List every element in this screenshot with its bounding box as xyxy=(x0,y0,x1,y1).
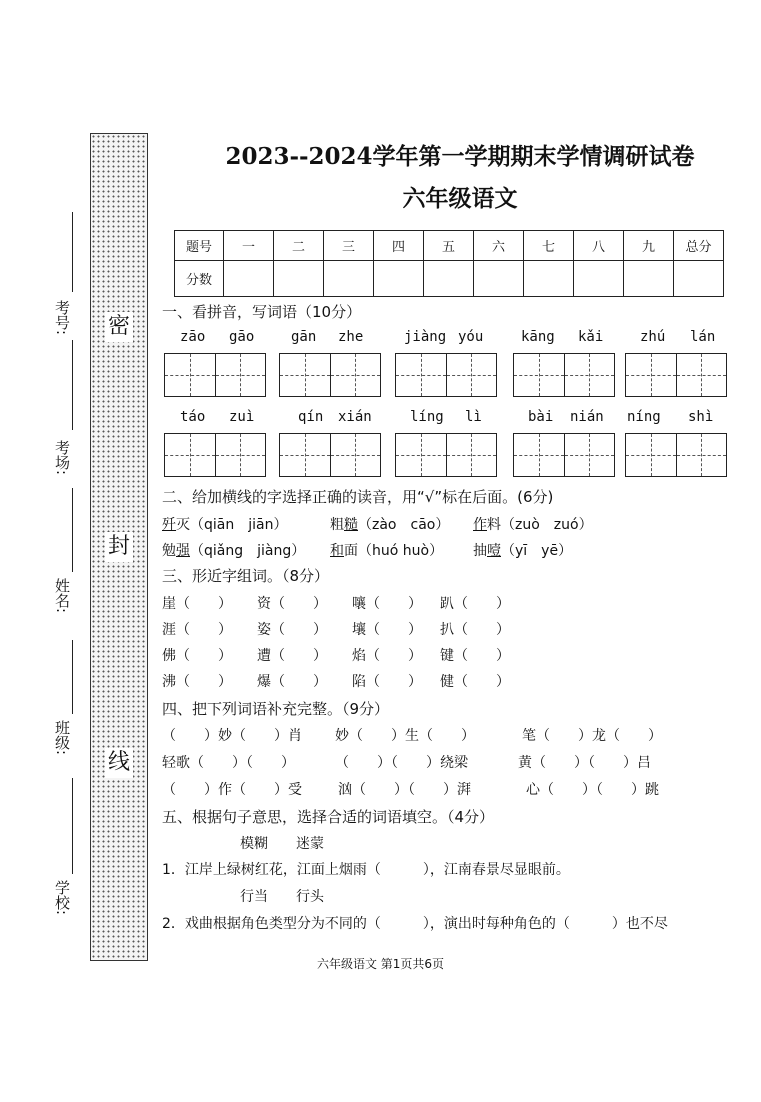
score-header-cell: 四 xyxy=(374,231,424,261)
q3-item: 扒（ ） xyxy=(440,622,510,638)
q5-options-1: 模糊 迷蒙 xyxy=(240,836,324,852)
pinyin: gān xyxy=(291,329,317,345)
name-label: 姓名: xyxy=(53,578,71,614)
pinyin: zhú xyxy=(640,329,666,345)
pinyin: nián xyxy=(570,409,604,425)
q4-item: 心（ ）（ ）跳 xyxy=(526,782,659,798)
school-line xyxy=(72,778,73,874)
q4-item: 笔（ ）龙（ ） xyxy=(522,728,662,744)
q2-item: 抽噎（yī yē） xyxy=(473,543,573,559)
score-header-cell: 六 xyxy=(474,231,524,261)
q3-item: 焰（ ） xyxy=(352,648,422,664)
score-header-cell: 一 xyxy=(224,231,274,261)
score-input-cell[interactable] xyxy=(424,261,474,297)
seal-char-feng: 封 xyxy=(91,532,147,562)
score-input-cell[interactable] xyxy=(274,261,324,297)
writing-grid[interactable] xyxy=(625,353,727,397)
pinyin: kāng xyxy=(521,329,555,345)
pinyin: líng xyxy=(410,409,444,425)
writing-grid[interactable] xyxy=(625,433,727,477)
q3-item: 健（ ） xyxy=(440,674,510,690)
q4-item: （ ）妙（ ）肖 xyxy=(162,728,302,744)
q3-item: 崖（ ） xyxy=(162,596,232,612)
pinyin: shì xyxy=(688,409,714,425)
seal-strip xyxy=(90,133,148,961)
q3-item: 姿（ ） xyxy=(257,622,327,638)
q2-heading: 二、给加横线的字选择正确的读音，用“√”标在后面。(6分) xyxy=(162,488,554,506)
pinyin: lì xyxy=(465,409,482,425)
pinyin: zuì xyxy=(229,409,255,425)
pinyin: zāo xyxy=(180,329,206,345)
score-input-cell[interactable] xyxy=(624,261,674,297)
writing-grid[interactable] xyxy=(164,353,266,397)
score-header-cell: 三 xyxy=(324,231,374,261)
exam-room-line xyxy=(72,340,73,430)
pinyin: zhe xyxy=(338,329,364,345)
seal-char-xian: 线 xyxy=(91,748,147,778)
score-header-cell: 八 xyxy=(574,231,624,261)
score-header-cell: 七 xyxy=(524,231,574,261)
q3-heading: 三、形近字组词。（8分） xyxy=(162,567,330,585)
pinyin: yóu xyxy=(458,329,484,345)
q3-item: 陷（ ） xyxy=(352,674,422,690)
exam-number-line xyxy=(72,212,73,292)
pinyin: kǎi xyxy=(578,329,604,345)
writing-grid[interactable] xyxy=(164,433,266,477)
score-row-label: 分数 xyxy=(175,261,224,297)
score-header-cell: 二 xyxy=(274,231,324,261)
q3-item: 嚷（ ） xyxy=(352,596,422,612)
q4-item: 黄（ ）（ ）吕 xyxy=(518,755,651,771)
q3-item: 趴（ ） xyxy=(440,596,510,612)
writing-grid[interactable] xyxy=(395,433,497,477)
page-footer: 六年级语文 第1页共6页 xyxy=(316,957,445,971)
writing-grid[interactable] xyxy=(395,353,497,397)
q4-item: 汹（ ）（ ）湃 xyxy=(338,782,471,798)
q3-item: 资（ ） xyxy=(257,596,327,612)
q2-item: 作料（zuò zuó） xyxy=(473,517,593,533)
name-line xyxy=(72,488,73,572)
seal-char-mi: 密 xyxy=(91,312,147,342)
q4-item: （ ）作（ ）受 xyxy=(162,782,302,798)
score-header-cell: 九 xyxy=(624,231,674,261)
q5-sentence-2: 2．戏曲根据角色类型分为不同的（ ），演出时每种角色的（ ）也不尽 xyxy=(162,916,668,932)
writing-grid[interactable] xyxy=(513,433,615,477)
pinyin: qín xyxy=(298,409,324,425)
q4-heading: 四、把下列词语补充完整。（9分） xyxy=(162,700,390,718)
q3-item: 佛（ ） xyxy=(162,648,232,664)
q4-item: （ ）（ ）绕梁 xyxy=(335,755,468,771)
q2-item: 勉强（qiǎng jiàng） xyxy=(162,543,306,559)
class-label: 班级: xyxy=(53,720,71,756)
q3-item: 键（ ） xyxy=(440,648,510,664)
score-input-cell[interactable] xyxy=(474,261,524,297)
q3-item: 壤（ ） xyxy=(352,622,422,638)
pinyin: lán xyxy=(690,329,716,345)
score-header-cell: 五 xyxy=(424,231,474,261)
score-input-cell[interactable] xyxy=(324,261,374,297)
score-input-cell[interactable] xyxy=(374,261,424,297)
pinyin: xián xyxy=(338,409,372,425)
pinyin: jiàng xyxy=(404,329,447,345)
score-table xyxy=(174,230,724,297)
score-header-cell: 题号 xyxy=(175,231,224,261)
q2-item: 歼灭（qiān jiān） xyxy=(162,517,288,533)
exam-number-label: 考号: xyxy=(53,300,71,336)
q2-item: 粗糙（zào cāo） xyxy=(330,517,450,533)
q4-item: 轻歌（ ）（ ） xyxy=(162,755,295,771)
q1-heading: 一、看拼音，写词语（10分） xyxy=(162,303,362,321)
writing-grid[interactable] xyxy=(279,353,381,397)
score-input-cell[interactable] xyxy=(224,261,274,297)
q2-item: 和面（huó huò） xyxy=(330,543,444,559)
score-input-cell[interactable] xyxy=(574,261,624,297)
q3-item: 爆（ ） xyxy=(257,674,327,690)
exam-room-label: 考场: xyxy=(53,440,71,476)
q3-item: 沸（ ） xyxy=(162,674,232,690)
pinyin: táo xyxy=(180,409,206,425)
score-input-cell[interactable] xyxy=(524,261,574,297)
q3-item: 涯（ ） xyxy=(162,622,232,638)
writing-grid[interactable] xyxy=(279,433,381,477)
class-line xyxy=(72,640,73,714)
writing-grid[interactable] xyxy=(513,353,615,397)
q3-item: 遭（ ） xyxy=(257,648,327,664)
q5-options-2: 行当 行头 xyxy=(240,889,324,905)
q5-sentence-1: 1．江岸上绿树红花，江面上烟雨（ ），江南春景尽显眼前。 xyxy=(162,862,570,878)
score-input-cell[interactable] xyxy=(674,261,724,297)
score-header-cell: 总分 xyxy=(674,231,724,261)
page-subtitle: 六年级语文 xyxy=(402,185,518,212)
q4-item: 妙（ ）生（ ） xyxy=(335,728,475,744)
school-label: 学校: xyxy=(53,880,71,916)
page-title: 2023--2024学年第一学期期末学情调研试卷 xyxy=(225,143,695,170)
q5-heading: 五、根据句子意思，选择合适的词语填空。（4分） xyxy=(162,808,495,826)
pinyin: bài xyxy=(528,409,554,425)
pinyin: níng xyxy=(627,409,661,425)
pinyin: gāo xyxy=(229,329,255,345)
